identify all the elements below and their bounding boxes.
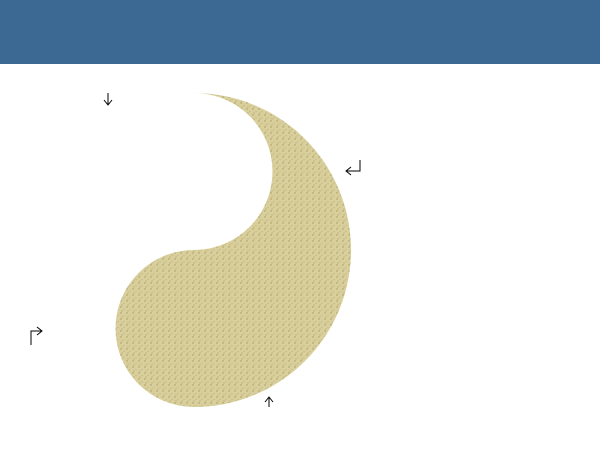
polar-diagram <box>116 93 352 407</box>
shadow-shape <box>116 93 352 407</box>
arrow-winter-solstice <box>265 397 273 407</box>
arrow-autumn-equinox <box>346 160 360 175</box>
arrow-spring-equinox <box>31 327 42 345</box>
arrow-summer-solstice <box>104 93 112 105</box>
